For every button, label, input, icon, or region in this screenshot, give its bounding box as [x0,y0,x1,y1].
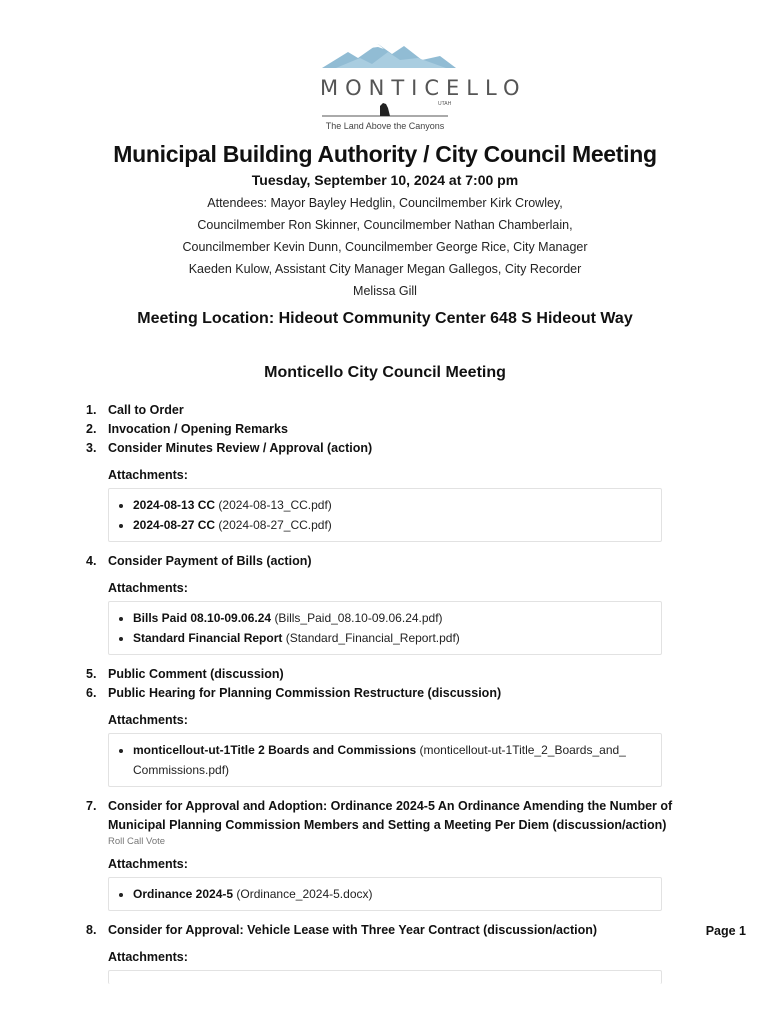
attendees-line: Councilmember Ron Skinner, Councilmember Nathan Chamberlain, [197,218,573,232]
attachment-file[interactable]: (2024-08-13_CC.pdf) [218,498,332,512]
attachment-name[interactable]: monticellout-ut-1Title 2 Boards and Commissions [133,743,417,757]
attachment-name[interactable]: Ordinance 2024-5 [133,887,234,901]
logo-tagline: The Land Above the Canyons [325,121,445,131]
agenda-item [86,665,676,684]
attendees-line: Councilmember Kevin Dunn, Councilmember George Rice, City Manager [182,240,588,254]
attachments-label: Attachments: [108,857,188,871]
agenda-number: 8. [86,923,97,937]
attachment-item[interactable] [133,628,651,648]
attachments-label: Attachments: [108,713,188,727]
attachment-file[interactable]: (monticellout-ut-1Title_2_Boards_and_ Commissions.pdf) [133,743,626,777]
attachment-item[interactable] [133,515,651,535]
agenda-number: 3. [86,441,97,455]
agenda-text: Consider Minutes Review / Approval (action) [108,441,373,455]
attendees-line: Melissa Gill [353,284,417,298]
agenda-number: 7. [86,799,97,813]
logo-state: UTAH [438,101,452,107]
attachment-name[interactable]: Standard Financial Report [133,631,283,645]
attachments-box [108,877,662,911]
attachments-box [108,733,662,787]
agenda-item [86,684,676,703]
attendees-line: Attendees: Mayor Bayley Hedglin, Councilmember Kirk Crowley, [207,196,563,210]
attachment-name[interactable]: 2024-08-13 CC [133,498,216,512]
attachments-label: Attachments: [108,581,188,595]
attachment-file[interactable]: (Bills_Paid_08.10-09.06.24.pdf) [274,611,443,625]
meeting-datetime: Tuesday, September 10, 2024 at 7:00 pm [251,172,519,188]
attachment-item[interactable] [133,495,651,515]
agenda-item [86,921,676,940]
section-title: Monticello City Council Meeting [264,364,506,381]
attachments-label: Attachments: [108,468,188,482]
agenda-text: Public Hearing for Planning Commission Restructure (discussion) [108,686,502,700]
page-title: Municipal Building Authority / City Council Meeting [113,141,657,167]
agenda-number: 1. [86,403,97,417]
agenda-text: Consider for Approval and Adoption: Ordinance 2024-5 An Ordinance Amending the Number of Municipal Planning Commission Members and Setting a Meeting Per Diem (discussion/action) [108,799,673,832]
attachment-file[interactable]: (Ordinance_2024-5.docx) [236,887,373,901]
agenda-number: 2. [86,422,97,436]
attachment-item[interactable] [133,884,651,904]
agenda-text: Invocation / Opening Remarks [108,422,288,436]
page-number: Page 1 [705,924,746,938]
agenda-number: 4. [86,554,97,568]
agenda-text: Consider Payment of Bills (action) [108,554,312,568]
attachments-label: Attachments: [108,950,188,964]
attachment-file[interactable]: (Standard_Financial_Report.pdf) [285,631,460,645]
attachments-box [108,970,662,984]
horse-divider-icon [300,100,470,122]
roll-call-note: Roll Call Vote [108,836,166,847]
attendees [150,192,620,302]
agenda-item [86,401,676,420]
agenda-number: 5. [86,667,97,681]
agenda-item [86,797,676,835]
logo-wordmark: MONTICELLO [320,76,527,100]
agenda-item [86,420,676,439]
city-logo [300,38,527,134]
agenda-item [86,439,676,458]
attachment-item[interactable] [133,608,651,628]
meeting-location: Meeting Location: Hideout Community Center 648 S Hideout Way [137,310,633,327]
mountains-icon [300,38,470,78]
attachment-name[interactable]: 2024-08-27 CC [133,518,216,532]
agenda-number: 6. [86,686,97,700]
attachment-name[interactable]: Bills Paid 08.10-09.06.24 [133,611,272,625]
agenda-text: Call to Order [108,403,184,417]
agenda-text: Public Comment (discussion) [108,667,284,681]
attendees-line: Kaeden Kulow, Assistant City Manager Megan Gallegos, City Recorder [188,262,582,276]
agenda-list [86,401,676,994]
attachments-box [108,601,662,655]
attachment-file[interactable]: (2024-08-27_CC.pdf) [218,518,332,532]
attachments-box [108,488,662,542]
agenda-item [86,552,676,571]
attachment-item[interactable] [133,740,651,780]
agenda-text: Consider for Approval: Vehicle Lease with Three Year Contract (discussion/action) [108,923,598,937]
